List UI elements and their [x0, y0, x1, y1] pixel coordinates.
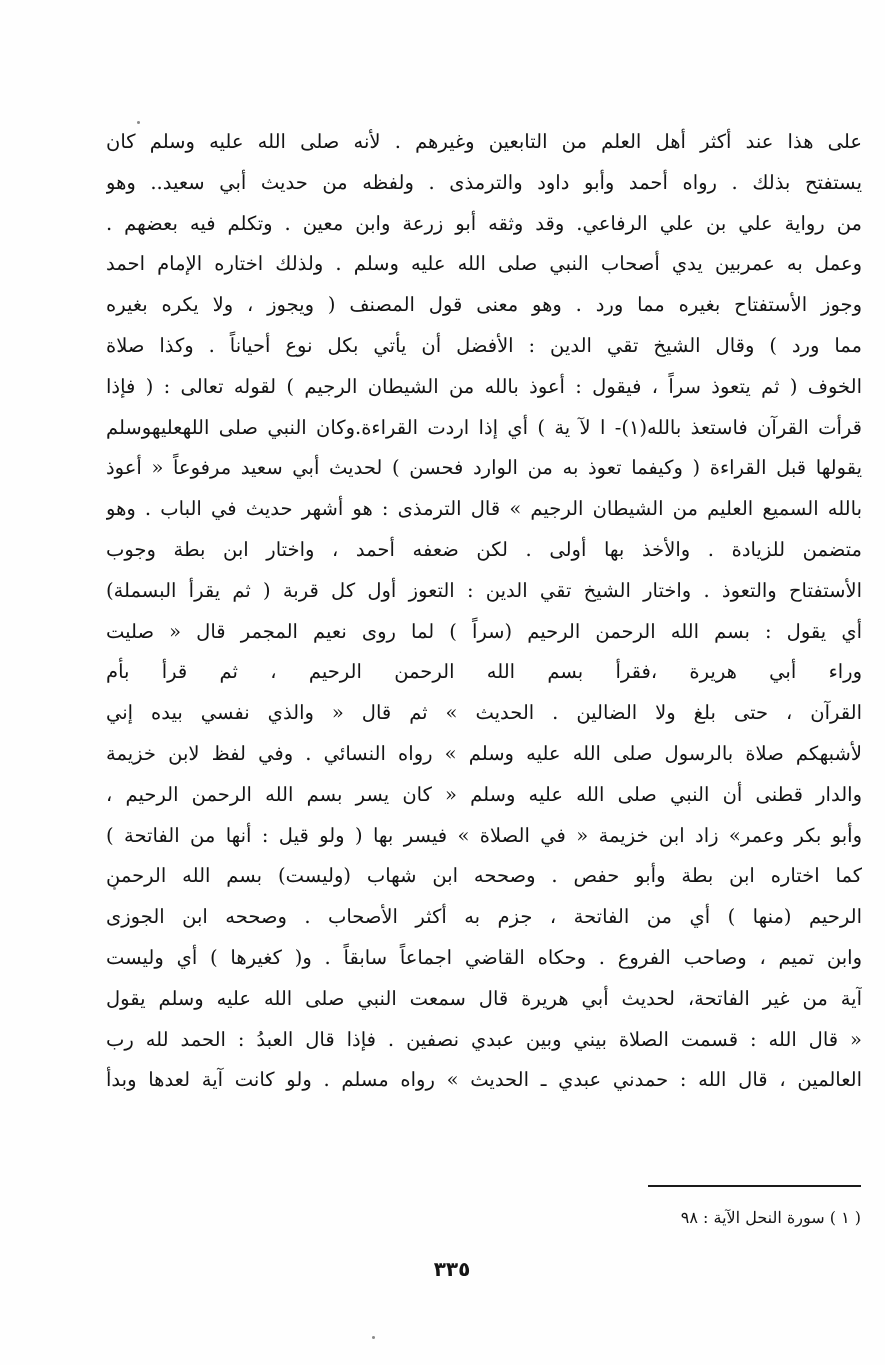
- text-line: أي يقول : بسم الله الرحمن الرحيم (سراً ) لما روى نعيم المجمر قال « صليت: [106, 619, 862, 643]
- text-line: وعمل به عمربين يدي أصحاب النبي صلى الله عليه وسلم . ولذلك اختاره الإمام احمد: [106, 252, 862, 276]
- text-line: الخوف ( ثم يتعوذ سراً ، فيقول : أعوذ بالله من الشيطان الرجيم ) لقوله تعالى : ( فإذا: [106, 374, 862, 398]
- scan-speck: [372, 1336, 375, 1339]
- text-line: الأستفتاح والتعوذ . واختار الشيخ تقي الدين : التعوز أول كل قربة ( ثم يقرأ البسملة): [106, 578, 862, 602]
- scan-speck: [137, 121, 140, 124]
- text-line: القرآن ، حتى بلغ ولا الضالين . الحديث » ثم قال « والذي نفسي بيده إني: [106, 701, 862, 725]
- text-line: وأبو بكر وعمر» زاد ابن خزيمة « في الصلاة » فيسر بها ( ولو قيل : أنها من الفاتحة ): [106, 823, 862, 847]
- text-line: على هذا عند أكثر أهل العلم من التابعين وغيرهم . لأنه صلى الله عليه وسلم كان: [106, 130, 862, 153]
- page-number: ٣٣٥: [433, 1257, 471, 1281]
- text-line: يستفتح بذلك . رواه أحمد وأبو داود والترمذى . ولفظه من حديث أبي سعيد.. وهو: [106, 170, 862, 194]
- text-line: يقولها قبل القراءة ( وكيفما تعوذ به من الوارد فحسن ) لحديث أبي سعيد مرفوعاً « أعوذ: [106, 456, 862, 480]
- text-line: وراء أبي هريرة ،فقرأ بسم الله الرحمن الرحيم ، ثم قرأ بأم: [106, 660, 862, 684]
- text-line: والدار قطنى أن النبي صلى الله عليه وسلم « كان يسر بسم الله الرحمن الرحيم ،: [106, 782, 862, 806]
- text-line: مما ورد ) وقال الشيخ تقي الدين : الأفضل أن يأتي بكل نوع أحياناً . وكذا صلاة: [106, 333, 862, 357]
- text-line: وجوز الأستفتاح بغيره مما ورد . وهو معنى قول المصنف ( ويجوز ، ولا يكره بغيره: [106, 293, 862, 317]
- text-line: « قال الله : قسمت الصلاة بيني وبين عبدي نصفين . فإذا قال العبدُ : الحمد لله رب: [106, 1027, 862, 1051]
- text-line: من رواية علي بن علي الرفاعي. وقد وثقه أبو زرعة وابن معين . وتكلم فيه بعضهم .: [106, 211, 862, 235]
- footnote-divider: [648, 1185, 861, 1187]
- text-line: متضمن للزيادة . والأخذ بها أولى . لكن ضعفه أحمد ، واختار ابن بطة وجوب: [106, 537, 862, 561]
- scan-speck: [113, 887, 116, 890]
- text-line: لأشبهكم صلاة بالرسول صلى الله عليه وسلم » رواه النسائي . وفي لفظ لابن خزيمة: [106, 741, 862, 765]
- text-line: الرحيم (منها ) أي من الفاتحة ، جزم به أكثر الأصحاب . وصححه ابن الجوزى: [106, 905, 862, 929]
- text-line: آية من غير الفاتحة، لحديث أبي هريرة قال سمعت النبي صلى الله عليه وسلم يقول: [106, 986, 862, 1010]
- main-text-block: [106, 122, 862, 1101]
- text-line: بالله السميع العليم من الشيطان الرجيم » قال الترمذى : هو أشهر حديث في الباب . وهو: [106, 497, 862, 521]
- text-line: وابن تميم ، وصاحب الفروع . وحكاه القاضي اجماعاً سابقاً . و( كغيرها ) أي وليست: [106, 945, 862, 969]
- text-line: العالمين ، قال الله : حمدني عبدي ـ الحديث » رواه مسلم . ولو كانت آية لعدها وبدأ: [106, 1068, 862, 1092]
- text-line: قرأت القرآن فاستعذ بالله(١)- ا لآ ية ) أي إذا اردت القراءة.وكان النبي صلى اللهعليهوسلم: [106, 415, 862, 439]
- text-line: كما اختاره ابن بطة وأبو حفص . وصححه ابن شهاب (وليست) بسم الله الرحمن: [106, 864, 862, 888]
- footnote: ( ١ ) سورة النحل الآية : ٩٨: [680, 1208, 861, 1227]
